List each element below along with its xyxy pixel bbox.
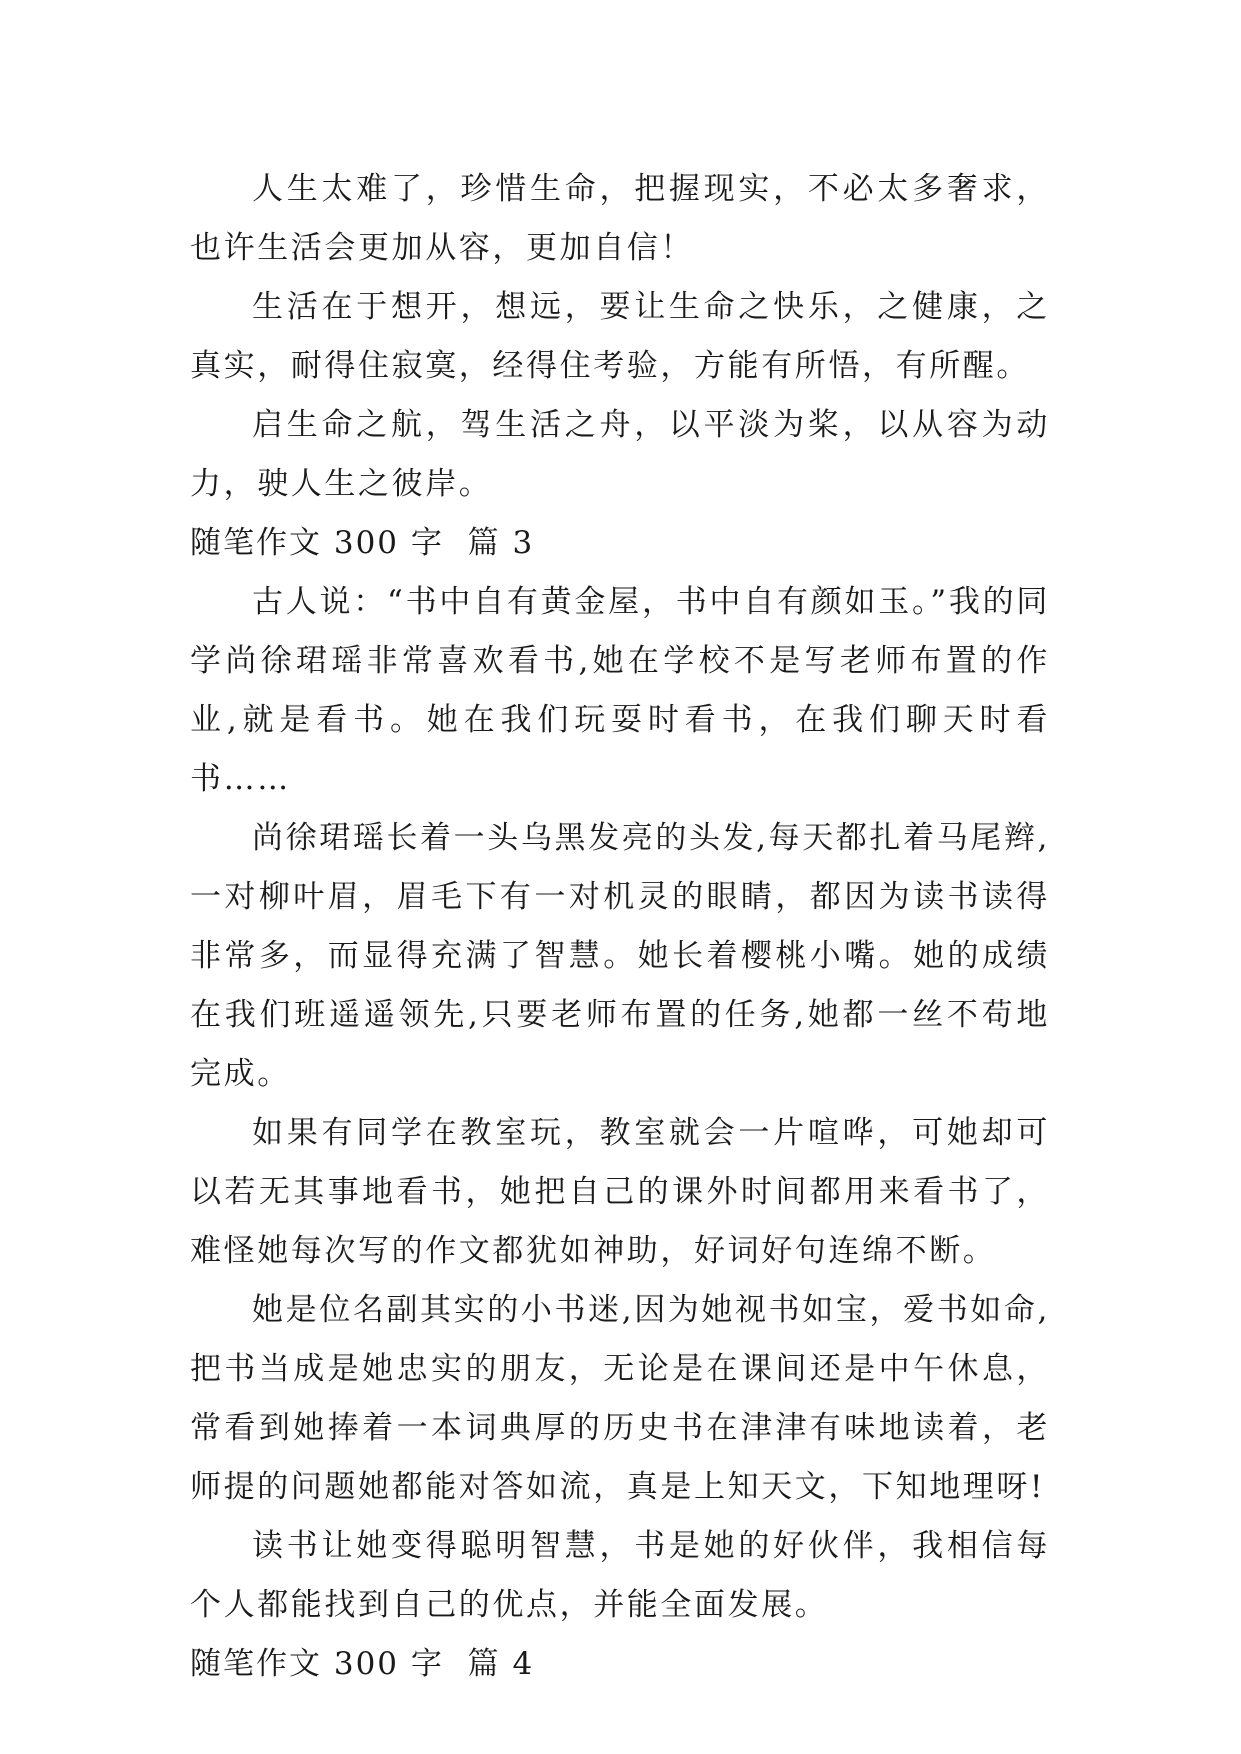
paragraph: 读书让她变得聪明智慧，书是她的好伙伴，我相信每个人都能找到自己的优点，并能全面发展。 xyxy=(190,1528,1050,1623)
paragraph: 启生命之航，驾生活之舟，以平淡为桨，以从容为动力，驶人生之彼岸。 xyxy=(190,407,1050,502)
paragraph: 古人说：“书中自有黄金屋，书中自有颜如玉。”我的同学尚徐珺瑶非常喜欢看书,她在学校不是写老师布置的作业,就是看书。她在我们玩耍时看书，在我们聊天时看书…… xyxy=(190,584,1050,797)
paragraph: 她是位名副其实的小书迷,因为她视书如宝，爱书如命,把书当成是她忠实的朋友，无论是在课间还是中午休息，常看到她捧着一本词典厚的历史书在津津有味地读着，老师提的问题她都能对答如流，真是上知天文，下知地理呀! xyxy=(190,1292,1050,1505)
section-heading: 随笔作文 300 字 篇 4 xyxy=(190,1646,535,1682)
paragraph: 人生太难了，珍惜生命，把握现实，不必太多奢求，也许生活会更加从容，更加自信！ xyxy=(190,171,1050,266)
paragraph: 尚徐珺瑶长着一头乌黑发亮的头发,每天都扎着马尾辫,一对柳叶眉，眉毛下有一对机灵的眼睛，都因为读书读得非常多，而显得充满了智慧。她长着樱桃小嘴。她的成绩在我们班遥遥领先,只要老师布置的任务,她都一丝不苟地完成。 xyxy=(190,820,1050,1092)
section-heading: 随笔作文 300 字 篇 3 xyxy=(190,525,535,561)
document-body xyxy=(190,160,1050,1694)
paragraph: 如果有同学在教室玩，教室就会一片喧哗，可她却可以若无其事地看书，她把自己的课外时间都用来看书了，难怪她每次写的作文都犹如神助，好词好句连绵不断。 xyxy=(190,1115,1050,1269)
paragraph: 生活在于想开，想远，要让生命之快乐，之健康，之真实，耐得住寂寞，经得住考验，方能有所悟，有所醒。 xyxy=(190,289,1050,384)
